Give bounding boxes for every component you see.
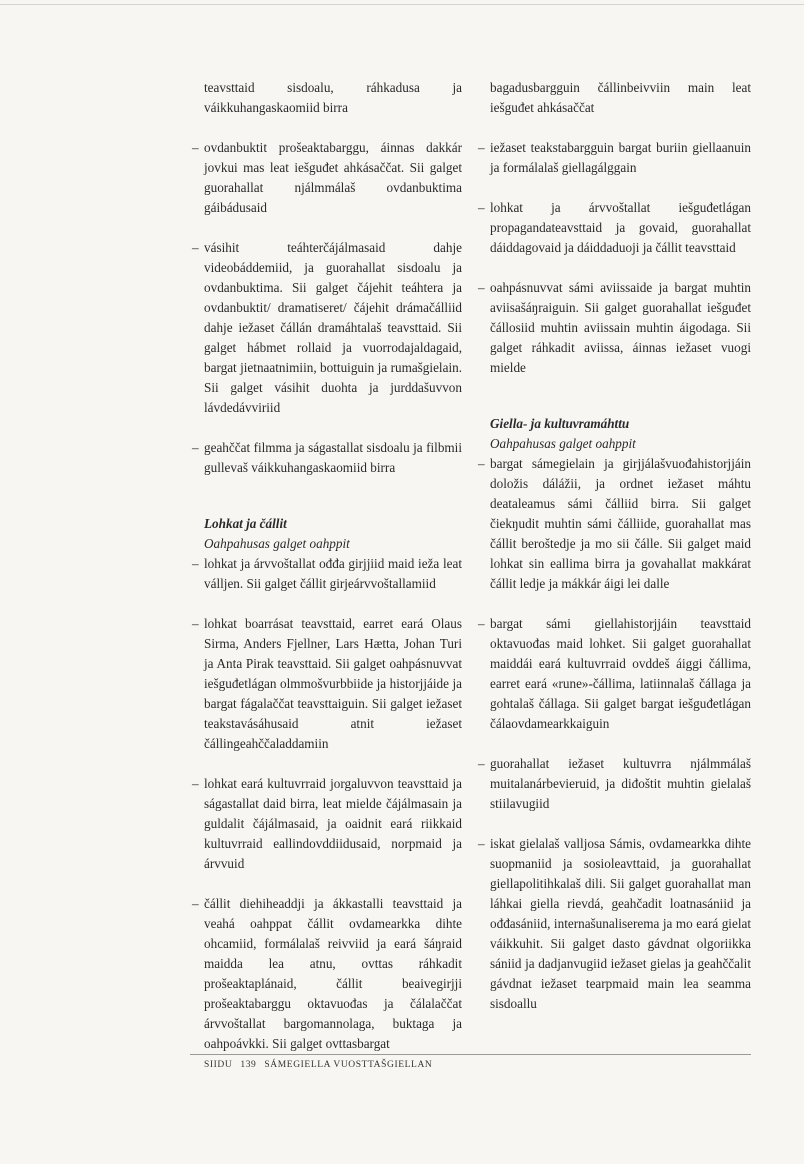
list-item: – oahpásnuvvat sámi aviissaide ja bargat muhtin aviisašáŋraiguin. Sii galget guorahallat iešguđet čállosiid muhtin aviissain muhtin áigodaga. Sii galget ráhkadit aviissa, áinnas iežaset vuogi mielde	[478, 280, 751, 375]
dash-bullet-icon: –	[478, 280, 485, 295]
list-item: – lohkat ja árvvoštallat ođđa girjjiid maid ieža leat válljen. Sii galget čállit girjeárvvoštallamiid	[192, 556, 462, 591]
list-item: – ovdanbuktit prošeaktabarggu, áinnas dakkár jovkui mas leat iešguđet ahkásaččat. Sii galget guorahallat njálmmálaš ovdanbuktima gáibádusaid	[192, 140, 462, 215]
dash-bullet-icon: –	[478, 140, 485, 155]
list-item: – guorahallat iežaset kultuvrra njálmmálaš muitalanárbevieruid, ja diđoštit muhtin gielalaš stiilavugiid	[478, 756, 751, 811]
list-item: – lohkat boarrásat teavsttaid, earret eará Olaus Sirma, Anders Fjellner, Lars Hætta, Johan Turi ja Anta Pirak teavsttaid. Sii galget oahpásnuvvat iešguđetlágan olmmošvurbbiide ja historjjáide ja bargat fágalaččat teavsttaiguin. Sii galget iežaset teakstavásáhusaid atnit iežaset čállingeahččaladdamiin	[192, 616, 462, 751]
dash-bullet-icon: –	[192, 440, 199, 455]
section-subheading: Oahpahusas galget oahppit	[490, 436, 636, 451]
page-footer	[204, 1060, 432, 1070]
list-item: – čállit diehiheaddji ja ákkastalli teavsttaid ja veahá oahppat čállit ovdamearkka dihte ohcamiid, formálalaš reivviid ja eará šáŋraid maidda lea atnu, ovttas ráhkadit prošeaktaplánaid, čállit beaivegirjji prošeaktabarggu oktavuođas ja čálalaččat árvvoštallat bargomannolaga, buktaga ja oahpoávkki. Sii galget ovttasbargat	[192, 896, 462, 1051]
dash-bullet-icon: –	[478, 456, 485, 471]
dash-bullet-icon: –	[192, 616, 199, 631]
list-item: – iežaset teakstabargguin bargat buriin giellaanuin ja formálalaš giellagálggain	[478, 140, 751, 175]
list-item: – lohkat eará kultuvrraid jorgaluvvon teavsttaid ja ságastallat daid birra, leat mielde čájálmasain ja guldalit čájálmasaid, ja oaidnit eará riikkaid kultuvrraid eallindovddiidusaid, norpmaid ja árvvuid	[192, 776, 462, 871]
list-item: – lohkat ja árvvoštallat iešguđetlágan propagandateavsttaid ja govaid, guorahallat dáiddagovaid ja dáiddaduoji ja čállit teavsttaid	[478, 200, 751, 255]
footer-label: SIIDU	[204, 1060, 233, 1070]
list-item: – geahččat filmma ja ságastallat sisdoalu ja filbmii gullevaš váikkuhangaskaomiid birra	[192, 440, 462, 475]
dash-bullet-icon: –	[478, 616, 485, 631]
dash-bullet-icon: –	[478, 200, 485, 215]
left-intro-text: teavsttaid sisdoalu, ráhkadusa ja váikkuhangaskaomiid birra	[204, 80, 462, 115]
section-heading-giella: Giella- ja kultuvramáhttu	[490, 416, 630, 431]
footer-rule	[190, 1054, 751, 1055]
section-subheading: Oahpahusas galget oahppit	[204, 536, 350, 551]
left-column	[190, 78, 462, 1074]
dash-bullet-icon: –	[192, 776, 199, 791]
dash-bullet-icon: –	[478, 756, 485, 771]
dash-bullet-icon: –	[192, 896, 199, 911]
page-number: 139	[240, 1060, 257, 1070]
dash-bullet-icon: –	[478, 836, 485, 851]
footer-title: SÁMEGIELLA VUOSTTAŠGIELLAN	[264, 1060, 433, 1070]
list-item: – bargat sámi giellahistorjjáin teavsttaid oktavuođas maid lohket. Sii galget guorahallat maiddái eará kultuvrraid ovddeš áiggi čállima, earret eará «rune»-čállima, latiinnalaš čállaga ja gohtalaš čállaga. Sii galget bargat iešguđetlágan čálaovdamearkkaiguin	[478, 616, 751, 731]
list-item: – iskat gielalaš valljosa Sámis, ovdamearkka dihte suopmaniid ja sosioleavttaid, ja guorahallat giellapolitihkalaš dili. Sii galget guorahallat man láhkai giella rievdá, geahčadit loatnasániid ja ođđasániid, internašunaliserema ja mo eará gielat váikkuhit. Sii galget dasto gávdnat olgoriikka sániid ja dadjanvugiid iežaset gielas ja geahččalit gávdnat iežaset tearpmaid main lea seamma sisdoallu	[478, 836, 751, 1011]
dash-bullet-icon: –	[192, 556, 199, 571]
right-column	[476, 78, 751, 1034]
list-item: – bargat sámegielain ja girjjálašvuođahistorjjáin doložis dálážii, ja ordnet iežaset máhtu deataleamus sámi čálliid birra. Sii galget čiekŋudit muhtin sámi čálliide, guorahallat mas čállit beroštedje ja mo sii čálle. Sii galget maid lohkat sin eallima birra ja govahallat makkárat čállit ledje ja mákkár áigi lei dalle	[478, 456, 751, 591]
right-intro-text: bagadusbargguin čállinbeivviin main leat iešguđet ahkásaččat	[490, 80, 751, 115]
dash-bullet-icon: –	[192, 140, 199, 155]
dash-bullet-icon: –	[192, 240, 199, 255]
scan-top-edge	[0, 4, 804, 5]
section-heading-lohkat: Lohkat ja čállit	[204, 516, 287, 531]
list-item: – vásihit teáhterčájálmasaid dahje videobáddemiid, ja guorahallat sisdoalu ja ovdanbuktima. Sii galget čájehit teáhtera ja ovdanbuktit/ dramatiseret/ čájehit drámačálliid dahje iežaset čállán dramáhtalaš teavsttaid. Sii galget hábmet rollaid ja vuorrodajaldagaid, bargat jietnaatnimiin, bottuiguin ja rumašgielain. Sii galget vásihit duohta ja jurddašuvvon lávdedávviriid	[192, 240, 462, 415]
